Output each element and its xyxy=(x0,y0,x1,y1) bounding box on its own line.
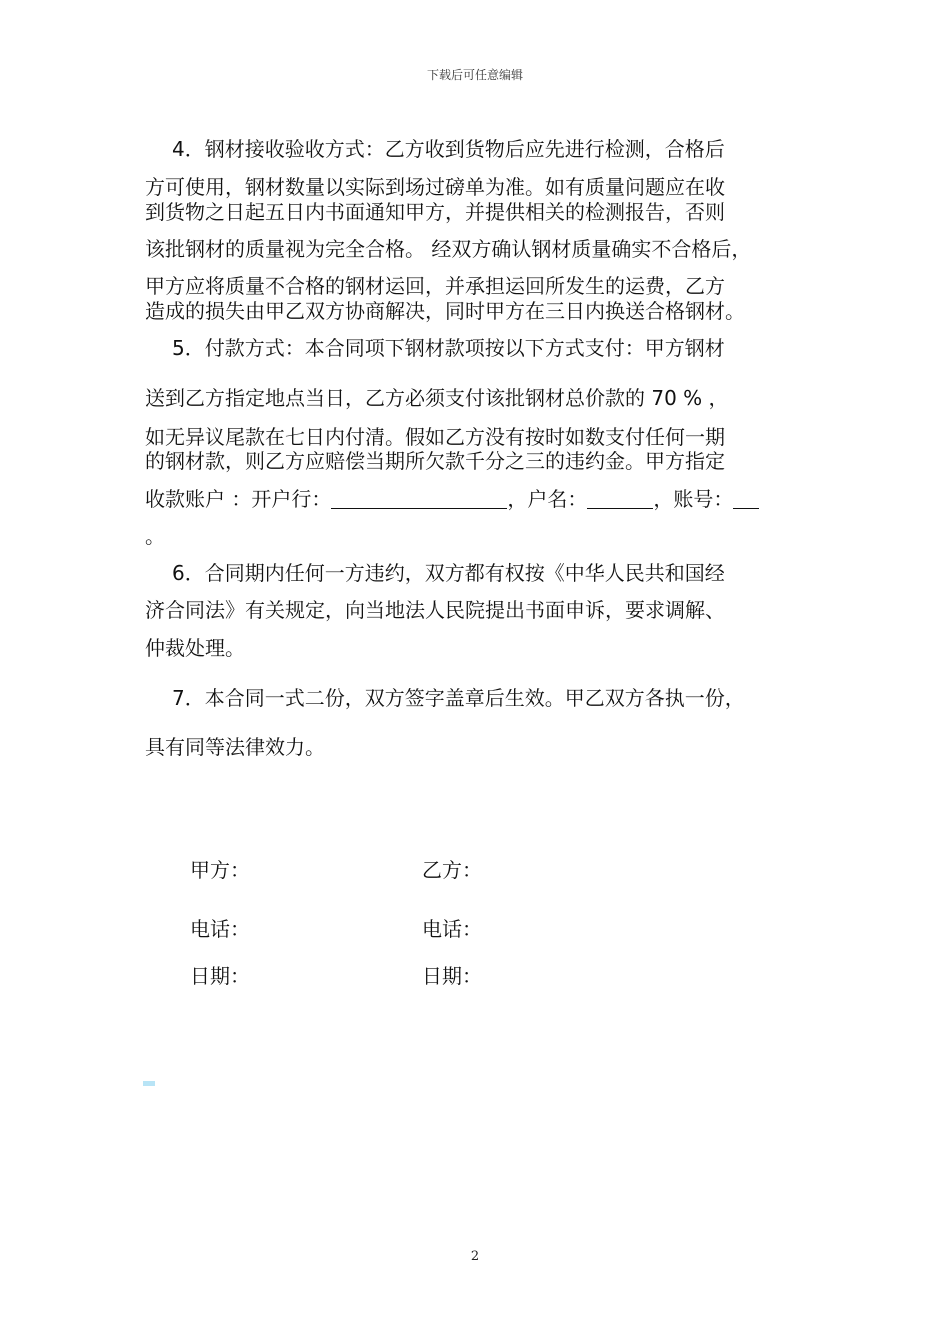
clause-5-line-1: 5．付款方式：本合同项下钢材款项按以下方式支付：甲方钢材 xyxy=(172,336,725,360)
account-name-label: ，户名： xyxy=(507,487,588,511)
clause-4-line-1: 4．钢材接收验收方式：乙方收到货物后应先进行检测，合格后 xyxy=(172,137,725,161)
bank-blank[interactable] xyxy=(331,488,507,509)
clause-4-line-3: 到货物之日起五日内书面通知甲方，并提供相关的检测报告，否则 xyxy=(145,200,725,224)
clause-5-line-4: 的钢材款，则乙方应赔偿当期所欠款千分之三的违约金。甲方指定 xyxy=(145,449,725,473)
party-b-label: 乙方： xyxy=(422,858,482,882)
clause-6-line-3: 仲裁处理。 xyxy=(145,636,245,660)
date-b-label: 日期： xyxy=(422,964,482,988)
account-name-blank[interactable] xyxy=(587,488,653,509)
clause-4-line-5: 甲方应将质量不合格的钢材运回，并承担运回所发生的运费，乙方 xyxy=(145,274,725,298)
text-cursor-marker xyxy=(143,1081,155,1086)
clause-5-line-2: 送到乙方指定地点当日，乙方必须支付该批钢材总价款的 70 % ， xyxy=(145,386,729,410)
account-number-blank[interactable] xyxy=(733,488,759,509)
clause-6-line-2: 济合同法》有关规定，向当地法人民院提出书面申诉，要求调解、 xyxy=(145,598,725,622)
account-prefix: 收款账户 ：开户行： xyxy=(145,487,332,511)
clause-4-line-4: 该批钢材的质量视为完全合格。 经双方确认钢材质量确实不合格后， xyxy=(145,237,752,261)
clause-5-line-6: 。 xyxy=(145,524,165,548)
header-note: 下载后可任意编辑 xyxy=(426,68,523,82)
party-a-label: 甲方： xyxy=(190,858,250,882)
clause-4-line-6: 造成的损失由甲乙双方协商解决，同时甲方在三日内换送合格钢材。 xyxy=(145,299,745,323)
clause-7-line-2: 具有同等法律效力。 xyxy=(145,735,325,759)
clause-6-line-1: 6．合同期内任何一方违约，双方都有权按《中华人民共和国经 xyxy=(172,561,725,585)
clause-7-line-1: 7．本合同一式二份，双方签字盖章后生效。甲乙双方各执一份， xyxy=(172,686,745,710)
clause-5-line-5 xyxy=(145,487,759,511)
date-a-label: 日期： xyxy=(190,964,250,988)
page-number: 2 xyxy=(470,1249,480,1264)
clause-4-line-2: 方可使用，钢材数量以实际到场过磅单为准。如有质量问题应在收 xyxy=(145,175,725,199)
phone-a-label: 电话： xyxy=(190,917,250,941)
clause-5-line-3: 如无异议尾款在七日内付清。假如乙方没有按时如数支付任何一期 xyxy=(145,425,725,449)
phone-b-label: 电话： xyxy=(422,917,482,941)
account-number-label: ，账号： xyxy=(653,487,734,511)
